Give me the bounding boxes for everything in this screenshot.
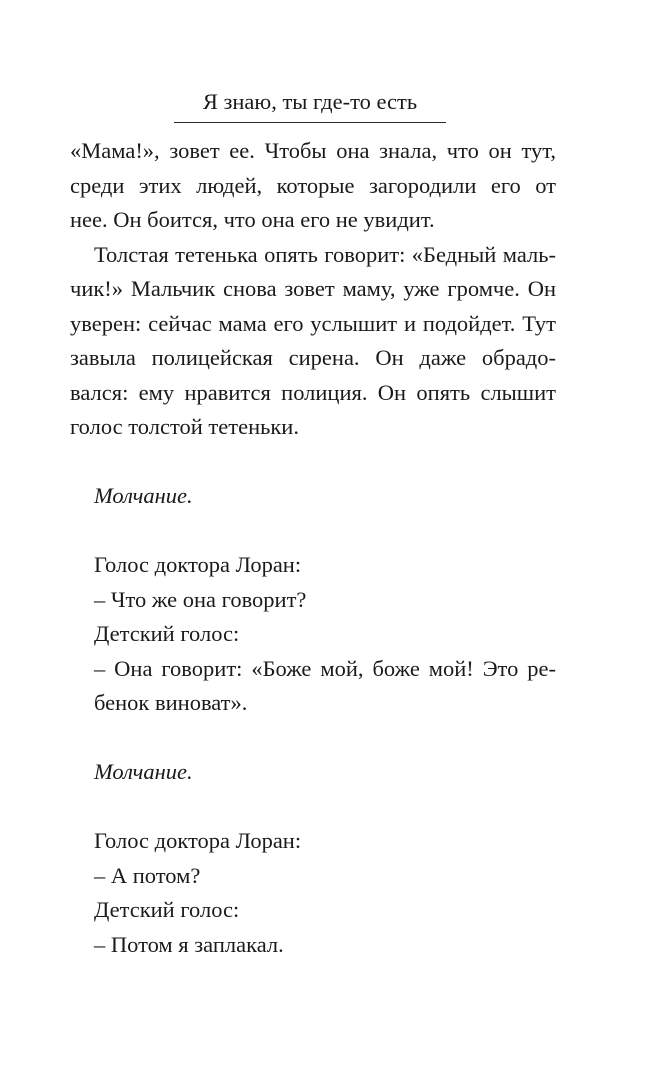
dialogue-1-line-3: Детский голос: — [94, 621, 240, 646]
paragraph-2-line-4: завыла полицейская сирена. Он даже обрадо- — [70, 345, 556, 370]
dialogue-2-line-4: – Потом я заплакал. — [94, 931, 284, 957]
paragraph-2-line-6: голос толстой тетеньки. — [70, 414, 299, 439]
silence-note-1: Молчание. — [94, 483, 193, 508]
spacer — [70, 790, 556, 825]
spacer — [70, 721, 556, 756]
spacer — [70, 445, 556, 480]
page-body — [70, 134, 556, 962]
paragraph-2-line-2: чик!» Мальчик снова зовет маму, уже громче. Он — [70, 276, 556, 301]
running-head: Я знаю, ты где-то есть — [174, 88, 446, 123]
paragraph-2-line-3: уверен: сейчас мама его услышит и подойдет. Тут — [70, 310, 556, 336]
dialogue-1-line-1: Голос доктора Лоран: — [94, 552, 302, 577]
paragraph-1-line-2: среди этих людей, которые загородили его от — [70, 172, 556, 198]
paragraph-1-line-1: «Мама!», зовет ее. Чтобы она знала, что он тут, — [70, 138, 556, 163]
paragraph-2-line-1: Толстая тетенька опять говорит: «Бедный маль- — [94, 241, 556, 267]
dialogue-1-line-4: – Она говорит: «Боже мой, боже мой! Это ре- — [94, 655, 556, 681]
dialogue-1-line-2: – Что же она говорит? — [94, 586, 307, 612]
spacer — [70, 514, 556, 549]
paragraph-2-line-5: вался: ему нравится полиция. Он опять слышит — [70, 379, 556, 405]
dialogue-2-line-1: Голос доктора Лоран: — [94, 828, 302, 853]
dialogue-2-line-3: Детский голос: — [94, 897, 240, 922]
silence-note-2: Молчание. — [94, 759, 193, 784]
paragraph-1-line-3: нее. Он боится, что она его не увидит. — [70, 207, 435, 232]
dialogue-1-line-5: бенок виноват». — [94, 690, 248, 715]
dialogue-2-line-2: – А потом? — [94, 862, 201, 888]
